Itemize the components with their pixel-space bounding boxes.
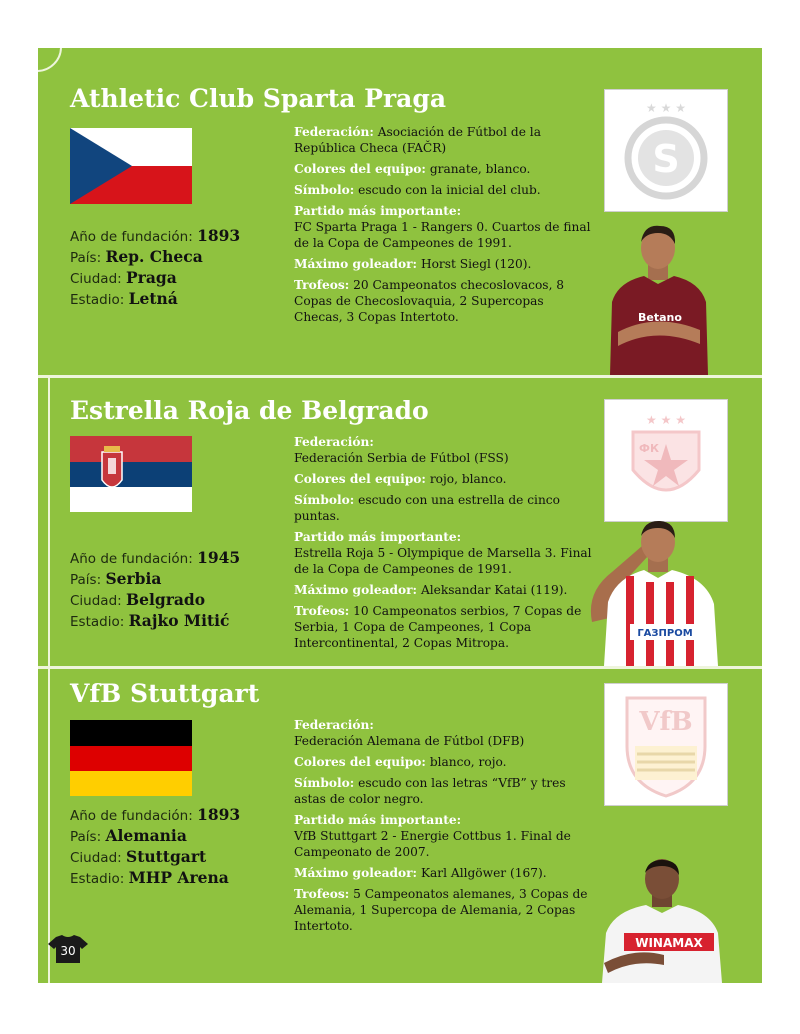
czech-flag-icon	[70, 128, 192, 204]
stadium-label: Estadio:	[70, 292, 125, 308]
city-value: Belgrado	[126, 590, 206, 609]
federation-value: Asociación de Fútbol de la República Checa (FAČR)	[294, 125, 541, 155]
stadium-value: MHP Arena	[128, 868, 229, 887]
colors-value: granate, blanco.	[429, 162, 531, 176]
country-label: País:	[70, 829, 102, 845]
colors-value: blanco, rojo.	[429, 755, 507, 769]
city-value: Praga	[126, 268, 177, 287]
club-crest	[604, 399, 728, 522]
city-label: Ciudad:	[70, 593, 122, 609]
germany-flag-icon	[70, 720, 192, 796]
stadium-label: Estadio:	[70, 871, 125, 887]
founded-label: Año de fundación:	[70, 229, 193, 245]
founded-value: 1945	[197, 548, 241, 567]
page	[38, 48, 762, 983]
team-section-stuttgart	[38, 669, 762, 983]
symbol-label: Símbolo:	[294, 493, 355, 507]
team-name: Estrella Roja de Belgrado	[70, 396, 429, 425]
club-crest	[604, 683, 728, 806]
country-value: Serbia	[105, 569, 162, 588]
founded-value: 1893	[197, 226, 241, 245]
country-label: País:	[70, 250, 102, 266]
crest-letter: ФК	[639, 442, 659, 455]
jersey-sponsor: Betano	[638, 311, 682, 324]
colors-value: rojo, blanco.	[429, 472, 507, 486]
trophies-label: Trofeos:	[294, 604, 350, 618]
scorer-label: Máximo goleador:	[294, 583, 418, 597]
city-label: Ciudad:	[70, 271, 122, 287]
trophies-label: Trofeos:	[294, 278, 350, 292]
player-photo	[594, 855, 730, 983]
crest-letter: S	[652, 137, 680, 181]
colors-label: Colores del equipo:	[294, 472, 426, 486]
team-facts	[70, 226, 240, 310]
match-value: FC Sparta Praga 1 - Rangers 0. Cuartos de final de la Copa de Campeones de 1991.	[294, 220, 591, 250]
country-value: Rep. Checa	[105, 247, 203, 266]
city-label: Ciudad:	[70, 850, 122, 866]
founded-label: Año de fundación:	[70, 551, 193, 567]
team-info	[294, 434, 594, 656]
scorer-label: Máximo goleador:	[294, 866, 418, 880]
svg-text:★ ★ ★: ★ ★ ★	[646, 101, 686, 115]
federation-value: Federación Alemana de Fútbol (DFB)	[294, 734, 525, 748]
scorer-value: Aleksandar Katai (119).	[420, 583, 568, 597]
symbol-value: escudo con una estrella de cinco puntas.	[294, 493, 560, 523]
stadium-value: Letná	[128, 289, 178, 308]
trophies-value: 5 Campeonatos alemanes, 3 Copas de Alemania, 1 Supercopa de Alemania, 2 Copas Intertoto.	[294, 887, 588, 933]
federation-label: Federación:	[294, 718, 374, 732]
federation-label: Federación:	[294, 125, 374, 139]
founded-value: 1893	[197, 805, 241, 824]
team-name: Athletic Club Sparta Praga	[70, 84, 447, 113]
scorer-value: Horst Siegl (120).	[420, 257, 532, 271]
city-value: Stuttgart	[126, 847, 207, 866]
symbol-label: Símbolo:	[294, 183, 355, 197]
team-facts	[70, 548, 240, 632]
team-section-estrella-roja	[38, 378, 762, 666]
federation-value: Federación Serbia de Fútbol (FSS)	[294, 451, 509, 465]
svg-text:★ ★ ★: ★ ★ ★	[646, 413, 686, 427]
founded-label: Año de fundación:	[70, 808, 193, 824]
page-number: 30	[60, 944, 76, 958]
scorer-value: Karl Allgöwer (167).	[420, 866, 547, 880]
symbol-value: escudo con la inicial del club.	[358, 183, 541, 197]
colors-label: Colores del equipo:	[294, 162, 426, 176]
player-photo	[582, 512, 732, 666]
team-info	[294, 717, 594, 939]
crest-letter: VfB	[639, 707, 693, 737]
trophies-value: 10 Campeonatos serbios, 7 Copas de Serbia, 1 Copa de Campeones, 1 Copa Intercontinental, 2 Copas Mitropa.	[294, 604, 582, 650]
federation-label: Federación:	[294, 435, 374, 449]
match-label: Partido más importante:	[294, 530, 462, 544]
country-value: Alemania	[105, 826, 187, 845]
symbol-value: escudo con las letras “VfB” y tres astas de color negro.	[294, 776, 566, 806]
scorer-label: Máximo goleador:	[294, 257, 418, 271]
match-label: Partido más importante:	[294, 204, 462, 218]
match-value: VfB Stuttgart 2 - Energie Cottbus 1. Final de Campeonato de 2007.	[294, 829, 571, 859]
jersey-sponsor: ГАЗПРОМ	[637, 628, 693, 639]
colors-label: Colores del equipo:	[294, 755, 426, 769]
symbol-label: Símbolo:	[294, 776, 355, 790]
team-facts	[70, 805, 240, 889]
team-section-sparta	[38, 48, 762, 375]
match-value: Estrella Roja 5 - Olympique de Marsella 3. Final de la Copa de Campeones de 1991.	[294, 546, 592, 576]
serbia-flag-icon	[70, 436, 192, 512]
match-label: Partido más importante:	[294, 813, 462, 827]
trophies-value: 20 Campeonatos checoslovacos, 8 Copas de Checoslovaquia, 2 Supercopas Checas, 3 Copas Intertoto.	[294, 278, 565, 324]
country-label: País:	[70, 572, 102, 588]
club-crest	[604, 89, 728, 212]
team-info	[294, 124, 594, 330]
stadium-value: Rajko Mitić	[128, 611, 230, 630]
jersey-sponsor: WINAMAX	[635, 936, 703, 950]
stadium-label: Estadio:	[70, 614, 125, 630]
team-name: VfB Stuttgart	[70, 679, 260, 708]
trophies-label: Trofeos:	[294, 887, 350, 901]
player-photo	[604, 220, 714, 375]
